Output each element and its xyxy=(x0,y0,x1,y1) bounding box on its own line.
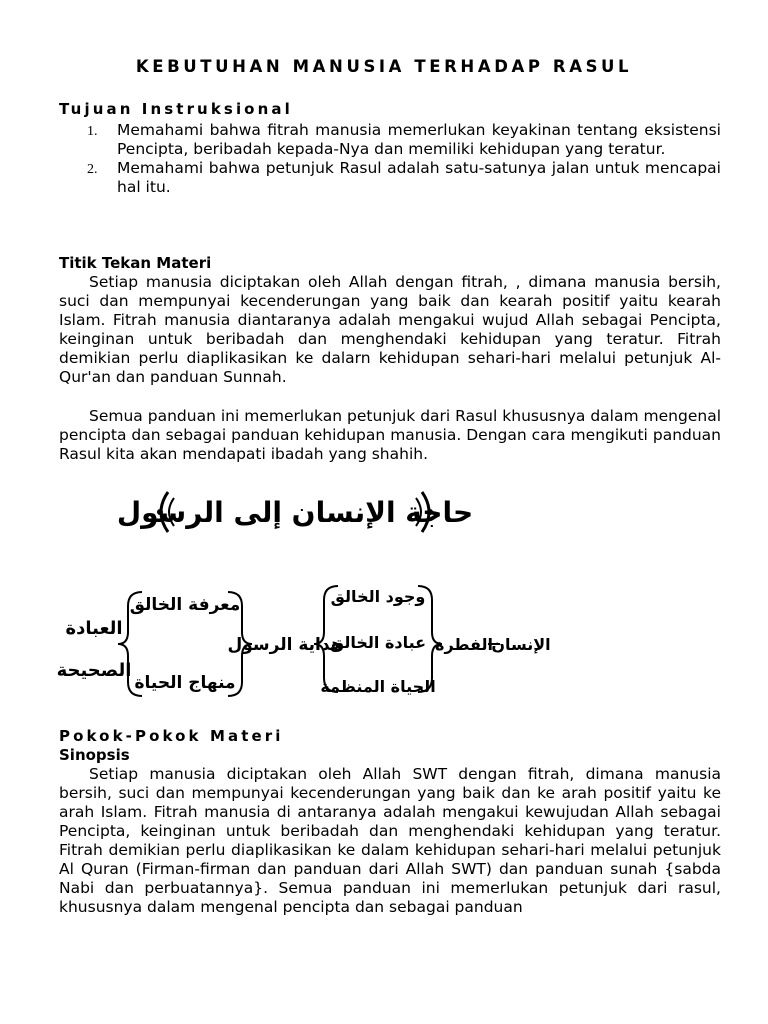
diagram-label-hayah: الحياة المنظمة xyxy=(320,677,436,696)
diagram-label-wujud: وجود الخالق xyxy=(330,587,426,606)
diagram-label-ibadah: العبادة xyxy=(65,618,123,639)
diagram-label-ibadatul-khaliq: عبادة الخالق xyxy=(329,633,427,652)
tujuan-heading: Tujuan Instruksional xyxy=(59,100,293,118)
list-item xyxy=(59,121,721,159)
pokok-heading: Pokok-Pokok Materi xyxy=(59,727,284,745)
titik-paragraph-1: Setiap manusia diciptakan oleh Allah dengan fitrah, , dimana manusia bersih, suci dan mempunyai kecenderungan yang baik dan kearah positif yaitu kearah Islam. Fitrah manusia diantaranya adalah mengakui wujud Allah sebagai Pencipta, keinginan untuk beribadah dan menghendaki kehidupan yang teratur. Fitrah demikian perlu diaplikasikan ke dalarn kehidupan sehari-hari melalui petunjuk Al-Qur'an dan panduan Sunnah. xyxy=(59,273,721,386)
sinopsis-heading: Sinopsis xyxy=(59,746,130,764)
diagram-label-minhaj: منهاج الحياة xyxy=(134,673,236,693)
diagram-label-shahihah: الصحيحة xyxy=(56,660,132,681)
titik-paragraph-2: Semua panduan ini memerlukan petunjuk dari Rasul khususnya dalam mengenal pencipta dan sebagai panduan kehidupan manusia. Dengan cara mengikuti panduan Rasul kita akan mendapati ibadah yang shahih. xyxy=(59,407,721,463)
list-item xyxy=(59,159,721,197)
list-item-text: Memahami bahwa fitrah manusia memerlukan keyakinan tentang eksistensi Pencipta, beribadah kepada-Nya dan memiliki kehidupan yang teratur. xyxy=(117,121,721,158)
diagram-label-hidayah: هداية الرسول xyxy=(227,635,343,655)
arabic-diagram-svg xyxy=(56,482,551,704)
diagram-label-marifah: معرفة الخالق xyxy=(129,595,241,615)
titik-heading: Titik Tekan Materi xyxy=(59,254,212,272)
diagram-title: حاجة الإنسان إلى الرسول xyxy=(116,496,474,529)
list-number: 1. xyxy=(87,124,98,139)
arabic-diagram xyxy=(56,482,551,704)
page-title: KEBUTUHAN MANUSIA TERHADAP RASUL xyxy=(135,57,633,76)
diagram-label-insan: الإنسان xyxy=(491,635,551,654)
tujuan-list xyxy=(59,121,721,197)
diagram-label-fitrah: الفطرة xyxy=(435,635,493,654)
list-number: 2. xyxy=(87,162,98,177)
list-item-text: Memahami bahwa petunjuk Rasul adalah satu-satunya jalan untuk mencapai hal itu. xyxy=(117,159,721,196)
sinopsis-paragraph: Setiap manusia diciptakan oleh Allah SWT dengan fitrah, dimana manusia bersih, suci dan mempunyai kecenderungan yang baik dan ke arah positif yaitu ke arah Islam. Fitrah manusia di antaranya adalah mengakui kewujudan Allah sebagai Pencipta, keinginan untuk beribadah dan menghendaki kehidupan yang teratur. Fitrah demikian perlu diaplikasikan ke dalam kehidupan sehari-hari melalui petunjuk Al Quran (Firman-firman dan panduan dari Allah SWT) dan panduan sunah {sabda Nabi dan perbuatannya}. Semua panduan ini memerlukan petunjuk dari rasul, khususnya dalam mengenal pencipta dan sebagai panduan xyxy=(59,765,721,916)
